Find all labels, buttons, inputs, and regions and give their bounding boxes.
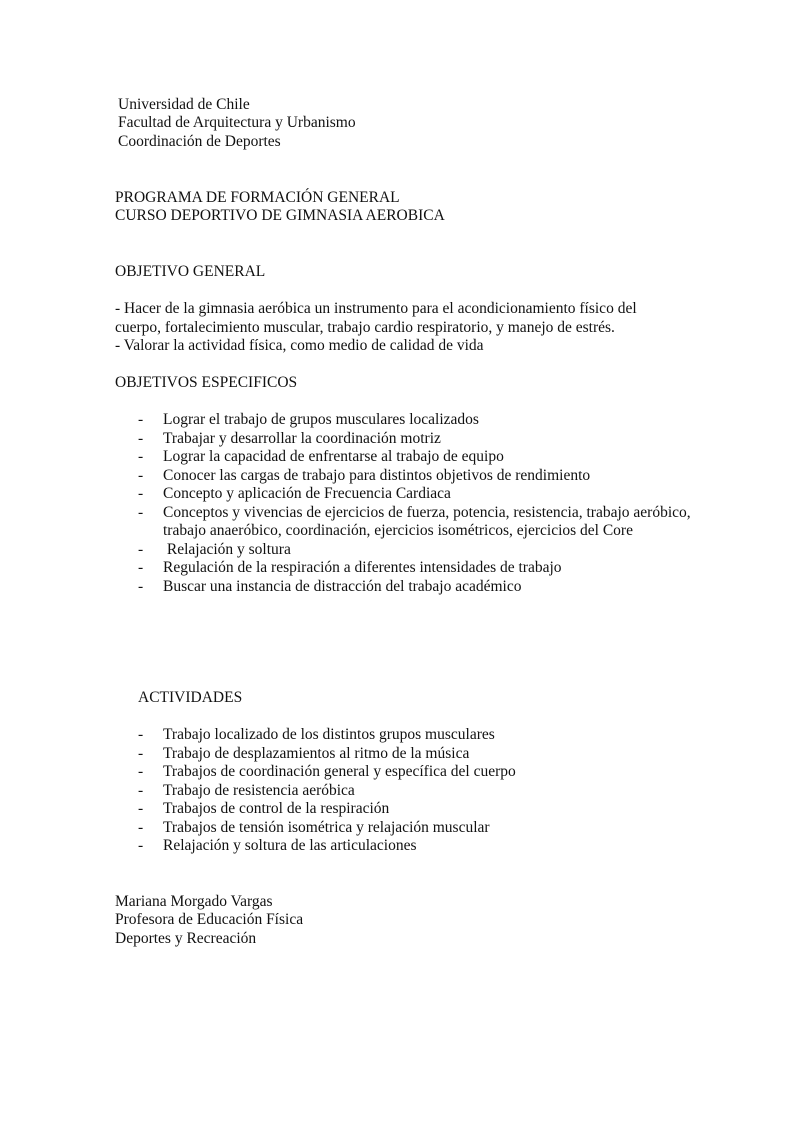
dash-bullet: - [138,577,144,595]
signature-title: Profesora de Educación Física [115,911,304,928]
dash-bullet: - [138,503,144,521]
list-item [138,782,698,801]
list-item-text: Concepto y aplicación de Frecuencia Cardiaca [163,485,451,502]
list-item-text: Conocer las cargas de trabajo para distintos objetivos de rendimiento [163,466,591,484]
list-item-text: Trabajo de desplazamientos al ritmo de la música [163,744,470,762]
dash-bullet: - [138,559,144,576]
dash-bullet: - [138,763,144,780]
program-title: PROGRAMA DE FORMACIÓN GENERAL [115,189,400,206]
list-item-text: Trabajar y desarrollar la coordinación motriz [163,429,441,447]
list-item [138,726,698,745]
dash-bullet: - [138,429,144,447]
list-item [138,467,698,486]
list-item-text: Conceptos y vivencias de ejercicios de fuerza, potencia, resistencia, trabajo aeróbico, trabajo anaeróbico, coordinación, ejercicios isométricos, ejercicios del Core [163,503,691,539]
coordination-name: Coordinación de Deportes [118,133,281,150]
list-item-text: Trabajo de resistencia aeróbica [163,781,355,799]
dash-bullet: - [138,485,144,502]
objetivos-especificos-list [138,411,698,596]
dash-bullet: - [138,411,144,428]
list-item-text: Relajación y soltura [163,540,291,558]
list-item-text: Trabajos de coordinación general y específica del cuerpo [163,763,516,780]
objetivos-especificos-heading: OBJETIVOS ESPECIFICOS [115,374,298,391]
list-item-text: Buscar una instancia de distracción del trabajo académico [163,577,522,595]
signature-department: Deportes y Recreación [115,930,257,947]
university-name: Universidad de Chile [118,96,250,113]
dash-bullet: - [138,466,144,484]
list-item [138,819,698,838]
list-item [138,485,698,504]
actividades-heading: ACTIVIDADES [138,689,243,706]
objetivo-general-heading: OBJETIVO GENERAL [115,263,266,280]
dash-bullet: - [138,726,144,743]
list-item [138,745,698,764]
dash-bullet: - [138,448,144,465]
list-item [138,763,698,782]
list-item-text: Regulación de la respiración a diferentes intensidades de trabajo [163,559,562,576]
list-item-text: Trabajos de tensión isométrica y relajación muscular [163,818,490,836]
list-item-text: Trabajo localizado de los distintos grupos musculares [163,726,495,743]
list-item-text: Lograr el trabajo de grupos musculares localizados [163,411,479,428]
list-item-text: Relajación y soltura de las articulaciones [163,837,417,854]
list-item [138,448,698,467]
list-item-text: Trabajos de control de la respiración [163,800,390,817]
list-item [138,504,698,541]
signature-name: Mariana Morgado Vargas [115,893,273,910]
dash-bullet: - [138,837,144,854]
course-title: CURSO DEPORTIVO DE GIMNASIA AEROBICA [115,207,445,224]
faculty-name: Facultad de Arquitectura y Urbanismo [118,114,356,131]
list-item [138,541,698,560]
objetivo-general-item: - Valorar la actividad física, como medio de calidad de vida [115,337,484,354]
list-item-text: Lograr la capacidad de enfrentarse al trabajo de equipo [163,448,504,465]
dash-bullet: - [138,800,144,817]
objetivo-general-item: - Hacer de la gimnasia aeróbica un instrumento para el acondicionamiento físico del cuerpo, fortalecimiento muscular, trabajo cardio respiratorio, y manejo de estrés. [115,300,637,336]
list-item [138,800,698,819]
list-item [138,837,698,856]
dash-bullet: - [138,818,144,836]
list-item [138,578,698,597]
dash-bullet: - [138,744,144,762]
list-item [138,559,698,578]
actividades-list [138,726,698,856]
dash-bullet: - [138,781,144,799]
dash-bullet: - [138,540,144,558]
list-item [138,430,698,449]
list-item [138,411,698,430]
